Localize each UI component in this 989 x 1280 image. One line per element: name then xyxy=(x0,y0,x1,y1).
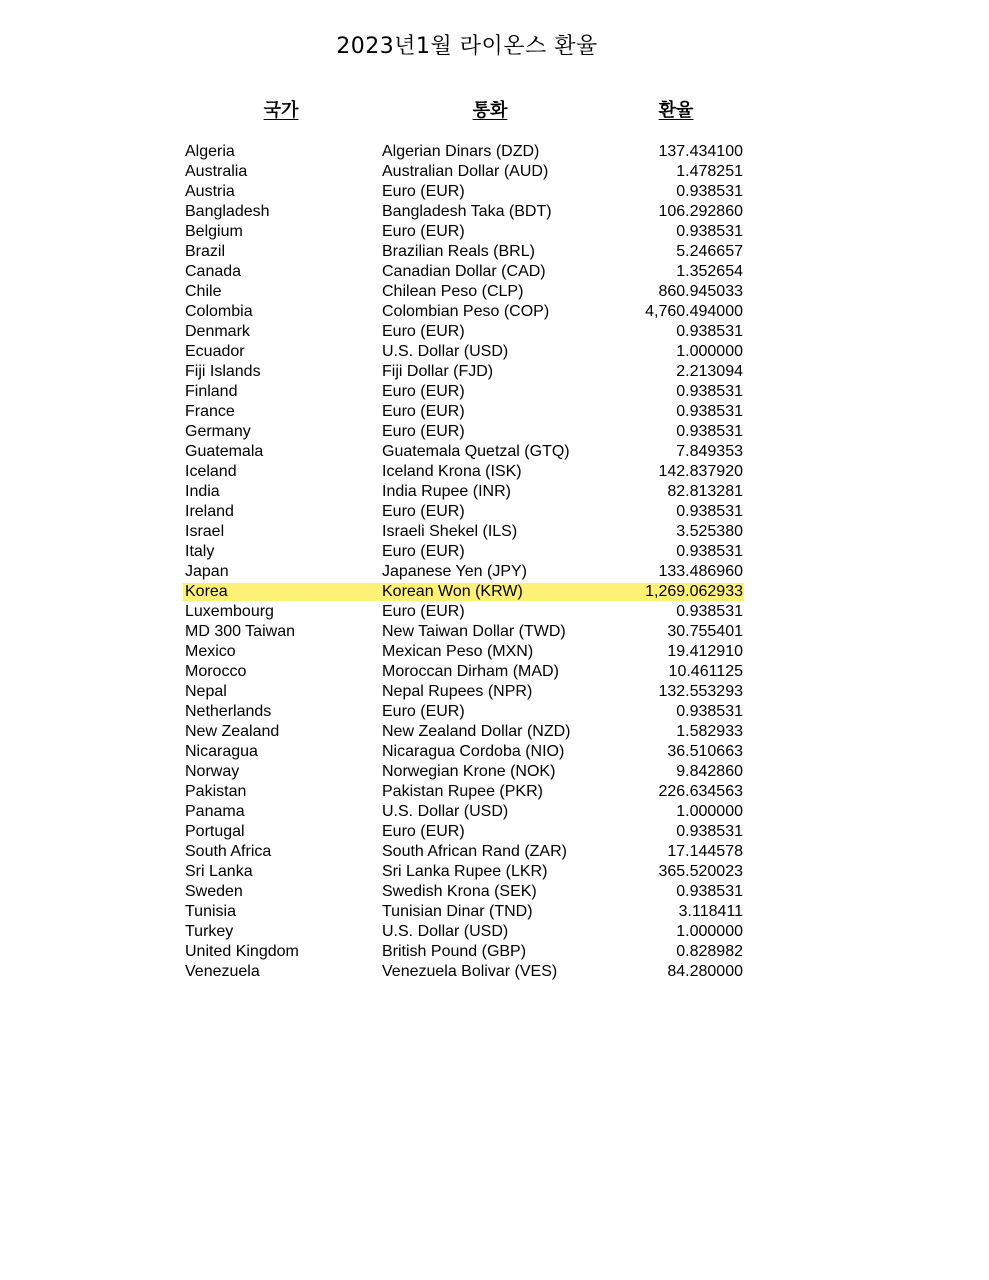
currency-cell: Euro (EUR) xyxy=(382,543,465,560)
currency-cell: Sri Lanka Rupee (LKR) xyxy=(382,863,548,880)
country-cell: Colombia xyxy=(185,303,253,320)
country-cell: Italy xyxy=(185,543,215,560)
currency-cell: New Zealand Dollar (NZD) xyxy=(382,723,571,740)
column-header-country: 국가 xyxy=(263,100,299,121)
currency-cell: Nicaragua Cordoba (NIO) xyxy=(382,743,565,760)
table-row xyxy=(0,402,989,422)
country-cell: Ireland xyxy=(185,503,234,520)
table-row xyxy=(0,422,989,442)
rate-cell: 0.938531 xyxy=(676,223,743,240)
country-cell: Sweden xyxy=(185,883,243,900)
column-header-currency: 통화 xyxy=(472,100,508,121)
currency-cell: Norwegian Krone (NOK) xyxy=(382,763,556,780)
country-cell: Turkey xyxy=(185,923,234,940)
currency-cell: U.S. Dollar (USD) xyxy=(382,803,509,820)
currency-cell: Korean Won (KRW) xyxy=(382,583,523,600)
country-cell: Venezuela xyxy=(185,963,260,980)
table-row-highlighted xyxy=(0,582,989,602)
table-row xyxy=(0,942,989,962)
table-row xyxy=(0,282,989,302)
country-cell: Guatemala xyxy=(185,443,264,460)
currency-cell: South African Rand (ZAR) xyxy=(382,843,567,860)
table-row xyxy=(0,202,989,222)
rate-cell: 0.938531 xyxy=(676,503,743,520)
currency-cell: Pakistan Rupee (PKR) xyxy=(382,783,543,800)
table-row xyxy=(0,362,989,382)
table-row xyxy=(0,222,989,242)
table-row xyxy=(0,902,989,922)
table-row xyxy=(0,542,989,562)
currency-cell: Colombian Peso (COP) xyxy=(382,303,550,320)
country-cell: Portugal xyxy=(185,823,245,840)
currency-cell: Japanese Yen (JPY) xyxy=(382,563,527,580)
table-row xyxy=(0,242,989,262)
country-cell: Iceland xyxy=(185,463,237,480)
table-row xyxy=(0,622,989,642)
table-row xyxy=(0,842,989,862)
table-row xyxy=(0,882,989,902)
country-cell: Finland xyxy=(185,383,238,400)
rate-cell: 1.000000 xyxy=(676,803,743,820)
table-row xyxy=(0,302,989,322)
country-cell: Norway xyxy=(185,763,240,780)
table-row xyxy=(0,782,989,802)
table-row xyxy=(0,722,989,742)
rate-cell: 7.849353 xyxy=(676,443,743,460)
country-cell: Chile xyxy=(185,283,222,300)
table-row xyxy=(0,822,989,842)
rate-cell: 0.938531 xyxy=(676,383,743,400)
rate-cell: 137.434100 xyxy=(658,143,743,160)
exchange-rate-table xyxy=(0,142,989,982)
rate-cell: 10.461125 xyxy=(668,663,743,680)
currency-cell: Brazilian Reals (BRL) xyxy=(382,243,535,260)
rate-cell: 0.828982 xyxy=(676,943,743,960)
table-row xyxy=(0,482,989,502)
currency-cell: Bangladesh Taka (BDT) xyxy=(382,203,552,220)
currency-cell: Algerian Dinars (DZD) xyxy=(382,143,540,160)
rate-cell: 0.938531 xyxy=(676,883,743,900)
table-row xyxy=(0,442,989,462)
country-cell: United Kingdom xyxy=(185,943,299,960)
table-row xyxy=(0,762,989,782)
rate-cell: 30.755401 xyxy=(667,623,743,640)
table-row xyxy=(0,922,989,942)
column-header-rate: 환율 xyxy=(658,100,694,121)
table-row xyxy=(0,382,989,402)
country-cell: Germany xyxy=(185,423,251,440)
country-cell: Australia xyxy=(185,163,248,180)
rate-cell: 0.938531 xyxy=(676,423,743,440)
table-row xyxy=(0,862,989,882)
currency-cell: Euro (EUR) xyxy=(382,323,465,340)
country-cell: Sri Lanka xyxy=(185,863,253,880)
country-cell: Denmark xyxy=(185,323,250,340)
rate-cell: 82.813281 xyxy=(667,483,743,500)
currency-cell: Euro (EUR) xyxy=(382,423,465,440)
currency-cell: Euro (EUR) xyxy=(382,823,465,840)
table-row xyxy=(0,802,989,822)
country-cell: Nepal xyxy=(185,683,227,700)
rate-cell: 132.553293 xyxy=(658,683,743,700)
rate-cell: 5.246657 xyxy=(676,243,743,260)
rate-cell: 2.213094 xyxy=(676,363,743,380)
country-cell: Austria xyxy=(185,183,235,200)
currency-cell: India Rupee (INR) xyxy=(382,483,511,500)
currency-cell: Euro (EUR) xyxy=(382,383,465,400)
currency-cell: U.S. Dollar (USD) xyxy=(382,923,509,940)
country-cell: Japan xyxy=(185,563,229,580)
currency-cell: Australian Dollar (AUD) xyxy=(382,163,549,180)
rate-cell: 142.837920 xyxy=(658,463,743,480)
currency-cell: U.S. Dollar (USD) xyxy=(382,343,509,360)
currency-cell: Euro (EUR) xyxy=(382,223,465,240)
currency-cell: Euro (EUR) xyxy=(382,703,465,720)
country-cell: Bangladesh xyxy=(185,203,270,220)
currency-cell: Guatemala Quetzal (GTQ) xyxy=(382,443,570,460)
table-row xyxy=(0,662,989,682)
country-cell: Brazil xyxy=(185,243,226,260)
table-row xyxy=(0,342,989,362)
rate-cell: 0.938531 xyxy=(676,823,743,840)
country-cell: Netherlands xyxy=(185,703,272,720)
currency-cell: Mexican Peso (MXN) xyxy=(382,643,534,660)
rate-cell: 1,269.062933 xyxy=(645,583,743,600)
rate-cell: 3.525380 xyxy=(676,523,743,540)
table-row xyxy=(0,682,989,702)
currency-cell: Euro (EUR) xyxy=(382,183,465,200)
rate-cell: 0.938531 xyxy=(676,543,743,560)
rate-cell: 84.280000 xyxy=(667,963,743,980)
rate-cell: 1.352654 xyxy=(676,263,743,280)
country-cell: Tunisia xyxy=(185,903,236,920)
rate-cell: 1.582933 xyxy=(676,723,743,740)
country-cell: Israel xyxy=(185,523,225,540)
rate-cell: 9.842860 xyxy=(676,763,743,780)
country-cell: Nicaragua xyxy=(185,743,258,760)
table-row xyxy=(0,182,989,202)
country-cell: New Zealand xyxy=(185,723,280,740)
currency-cell: New Taiwan Dollar (TWD) xyxy=(382,623,566,640)
rate-cell: 1.478251 xyxy=(676,163,743,180)
table-row xyxy=(0,462,989,482)
country-cell: Ecuador xyxy=(185,343,245,360)
rate-cell: 0.938531 xyxy=(676,323,743,340)
table-row xyxy=(0,502,989,522)
currency-cell: Tunisian Dinar (TND) xyxy=(382,903,533,920)
rate-cell: 17.144578 xyxy=(667,843,743,860)
rate-cell: 36.510663 xyxy=(667,743,743,760)
table-row xyxy=(0,602,989,622)
country-cell: Algeria xyxy=(185,143,235,160)
rate-cell: 3.118411 xyxy=(678,903,743,920)
currency-cell: Nepal Rupees (NPR) xyxy=(382,683,533,700)
country-cell: Panama xyxy=(185,803,245,820)
table-row xyxy=(0,162,989,182)
currency-cell: Fiji Dollar (FJD) xyxy=(382,363,494,380)
table-row xyxy=(0,562,989,582)
rate-cell: 0.938531 xyxy=(676,403,743,420)
table-row xyxy=(0,642,989,662)
rate-cell: 0.938531 xyxy=(676,603,743,620)
table-row xyxy=(0,702,989,722)
rate-cell: 4,760.494000 xyxy=(645,303,743,320)
country-cell: Fiji Islands xyxy=(185,363,261,380)
country-cell: India xyxy=(185,483,220,500)
currency-cell: Venezuela Bolivar (VES) xyxy=(382,963,558,980)
country-cell: Mexico xyxy=(185,643,236,660)
country-cell: Luxembourg xyxy=(185,603,274,620)
rate-cell: 19.412910 xyxy=(667,643,743,660)
rate-cell: 106.292860 xyxy=(658,203,743,220)
currency-cell: Euro (EUR) xyxy=(382,603,465,620)
country-cell: MD 300 Taiwan xyxy=(185,623,295,640)
currency-cell: Iceland Krona (ISK) xyxy=(382,463,522,480)
table-row xyxy=(0,522,989,542)
currency-cell: Canadian Dollar (CAD) xyxy=(382,263,546,280)
country-cell: Korea xyxy=(185,583,228,600)
country-cell: Canada xyxy=(185,263,242,280)
currency-cell: Swedish Krona (SEK) xyxy=(382,883,537,900)
currency-cell: Chilean Peso (CLP) xyxy=(382,283,524,300)
country-cell: Pakistan xyxy=(185,783,247,800)
currency-cell: Israeli Shekel (ILS) xyxy=(382,523,518,540)
document-title: 2023년1월 라이온스 환율 xyxy=(336,34,598,59)
country-cell: France xyxy=(185,403,235,420)
rate-cell: 226.634563 xyxy=(658,783,743,800)
table-row xyxy=(0,142,989,162)
currency-cell: Moroccan Dirham (MAD) xyxy=(382,663,559,680)
rate-cell: 860.945033 xyxy=(658,283,743,300)
rate-cell: 1.000000 xyxy=(676,923,743,940)
rate-cell: 1.000000 xyxy=(676,343,743,360)
currency-cell: Euro (EUR) xyxy=(382,503,465,520)
table-row xyxy=(0,322,989,342)
table-row xyxy=(0,742,989,762)
table-row xyxy=(0,962,989,982)
country-cell: Morocco xyxy=(185,663,247,680)
rate-cell: 133.486960 xyxy=(658,563,743,580)
rate-cell: 365.520023 xyxy=(658,863,743,880)
rate-cell: 0.938531 xyxy=(676,703,743,720)
rate-cell: 0.938531 xyxy=(676,183,743,200)
currency-cell: Euro (EUR) xyxy=(382,403,465,420)
table-row xyxy=(0,262,989,282)
country-cell: Belgium xyxy=(185,223,243,240)
currency-cell: British Pound (GBP) xyxy=(382,943,527,960)
country-cell: South Africa xyxy=(185,843,272,860)
